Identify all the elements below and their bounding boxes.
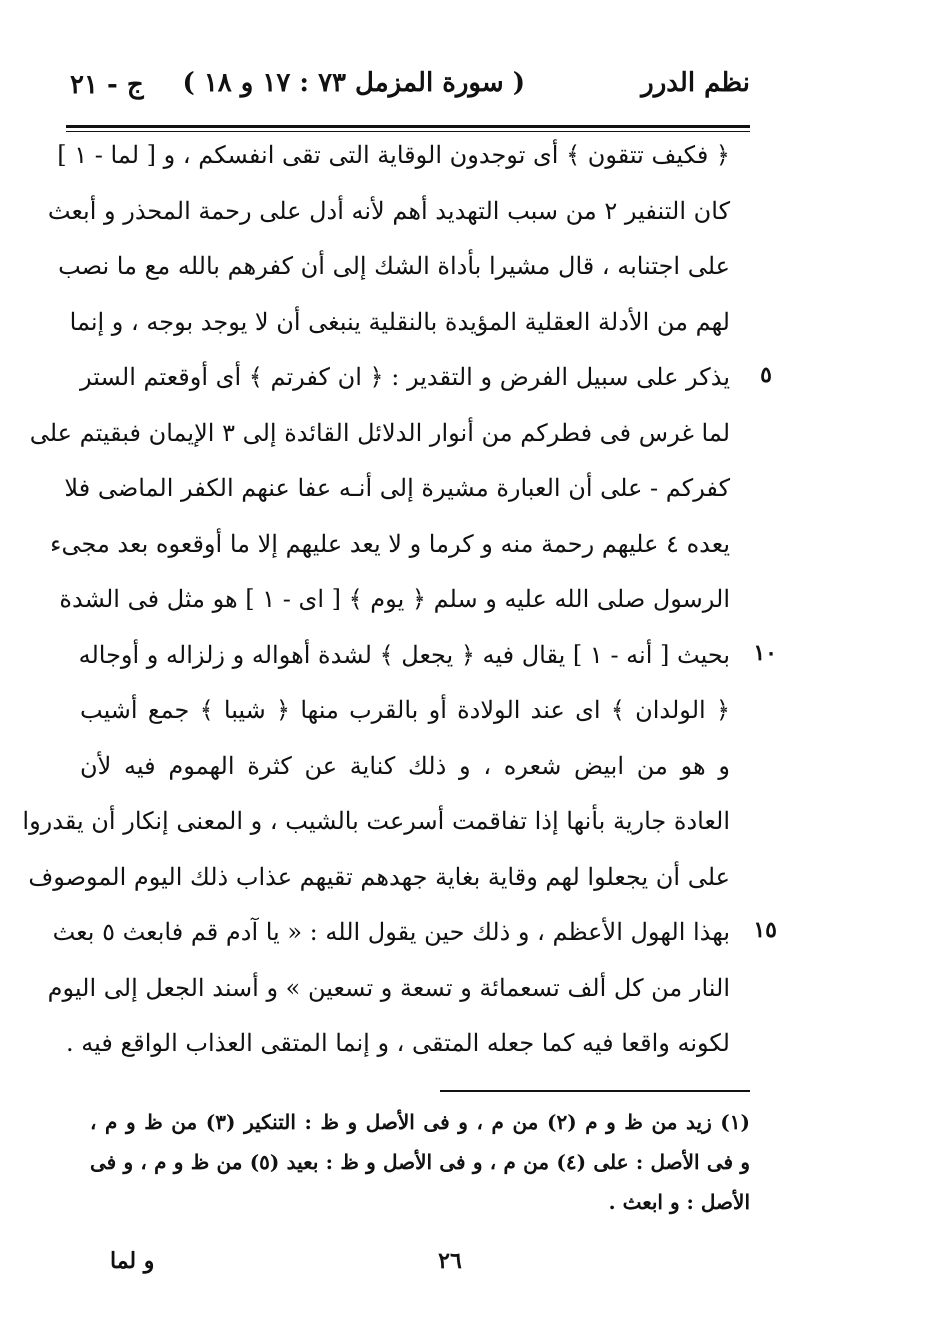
text-line: يذكر على سبيل الفرض و التقدير : ﴿ ان كفرتم ﴾ أى أوقعتم الستر xyxy=(80,363,730,391)
text-line: كان التنفير ٢ من سبب التهديد أهم لأنه أدل على رحمة المحذر و أبعث xyxy=(47,196,730,225)
line-number-15: ١٥ xyxy=(753,917,777,943)
catchword: و لما xyxy=(110,1248,155,1274)
surah-reference: ( سورة المزمل ٧٣ : ١٧ و ١٨ ) xyxy=(182,68,525,98)
footnote-rule xyxy=(440,1090,750,1092)
text-line: العادة جارية بأنها إذا تفاقمت أسرعت بالشيب ، و المعنى إنكار أن يقدروا xyxy=(22,807,730,835)
text-line: بهذا الهول الأعظم ، و ذلك حين يقول الله : « يا آدم قم فابعث ٥ بعث xyxy=(52,918,730,946)
text-line: لهم من الأدلة العقلية المؤيدة بالنقلية ينبغى أن لا يوجد بوجه ، و إنما xyxy=(69,307,730,336)
text-line: ﴿ فكيف تتقون ﴾ أى توجدون الوقاية التى تقى انفسكم ، و [ لما - ١ ] xyxy=(57,141,730,169)
footnote-line: (١) زيد من ظ و م (٢) من م ، و فى الأصل و ظ : التنكير (٣) من ظ و م ، xyxy=(90,1110,750,1134)
footnote-line: الأصل : و ابعث . xyxy=(608,1190,750,1214)
page-number: ٢٦ xyxy=(438,1248,462,1274)
text-line: على اجتنابه ، قال مشيرا بأداة الشك إلى أن كفرهم بالله مع ما نصب xyxy=(58,252,730,280)
text-line: الرسول صلى الله عليه و سلم ﴿ يوم ﴾ [ اى - ١ ] هو مثل فى الشدة xyxy=(59,585,730,613)
text-line: بحيث [ أنه - ١ ] يقال فيه ﴿ يجعل ﴾ لشدة أهواله و زلزاله و أوجاله xyxy=(78,640,730,669)
line-number-5: ٥ xyxy=(760,362,772,388)
page-header xyxy=(60,62,750,114)
text-line: يعده ٤ عليهم رحمة منه و كرما و لا يعد عليهم إلا ما أوقعوه بعد مجىء xyxy=(50,529,730,558)
book-title: نظم الدرر xyxy=(641,68,750,98)
text-line: ﴿ الولدان ﴾ اى عند الولادة أو بالقرب منها ﴿ شيبا ﴾ جمع أشيب xyxy=(80,696,730,724)
part-reference: ج - ٢١ xyxy=(70,70,144,100)
text-line: لما غرس فى فطركم من أنوار الدلائل القائدة إلى ٣ الإيمان فبقيتم على xyxy=(29,418,730,447)
text-line: كفركم - على أن العبارة مشيرة إلى أنـه عفا عنهم الكفر الماضى فلا xyxy=(64,474,730,502)
text-line: النار من كل ألف تسعمائة و تسعة و تسعين » و أسند الجعل إلى اليوم xyxy=(47,973,730,1002)
text-line: لكونه واقعا فيه كما جعله المتقى ، و إنما المتقى العذاب الواقع فيه . xyxy=(65,1029,730,1057)
line-number-10: ١٠ xyxy=(753,640,777,666)
text-line: و هو من ابيض شعره ، و ذلك كناية عن كثرة الهموم فيه لأن xyxy=(80,751,730,780)
text-line: على أن يجعلوا لهم وقاية بغاية جهدهم تقيهم عذاب ذلك اليوم الموصوف xyxy=(28,862,730,891)
footnote-line: و فى الأصل : على (٤) من م ، و فى الأصل و ظ : بعيد (٥) من ظ و م ، و فى xyxy=(90,1150,750,1174)
footnotes xyxy=(90,1102,750,1222)
main-text xyxy=(22,128,730,1072)
